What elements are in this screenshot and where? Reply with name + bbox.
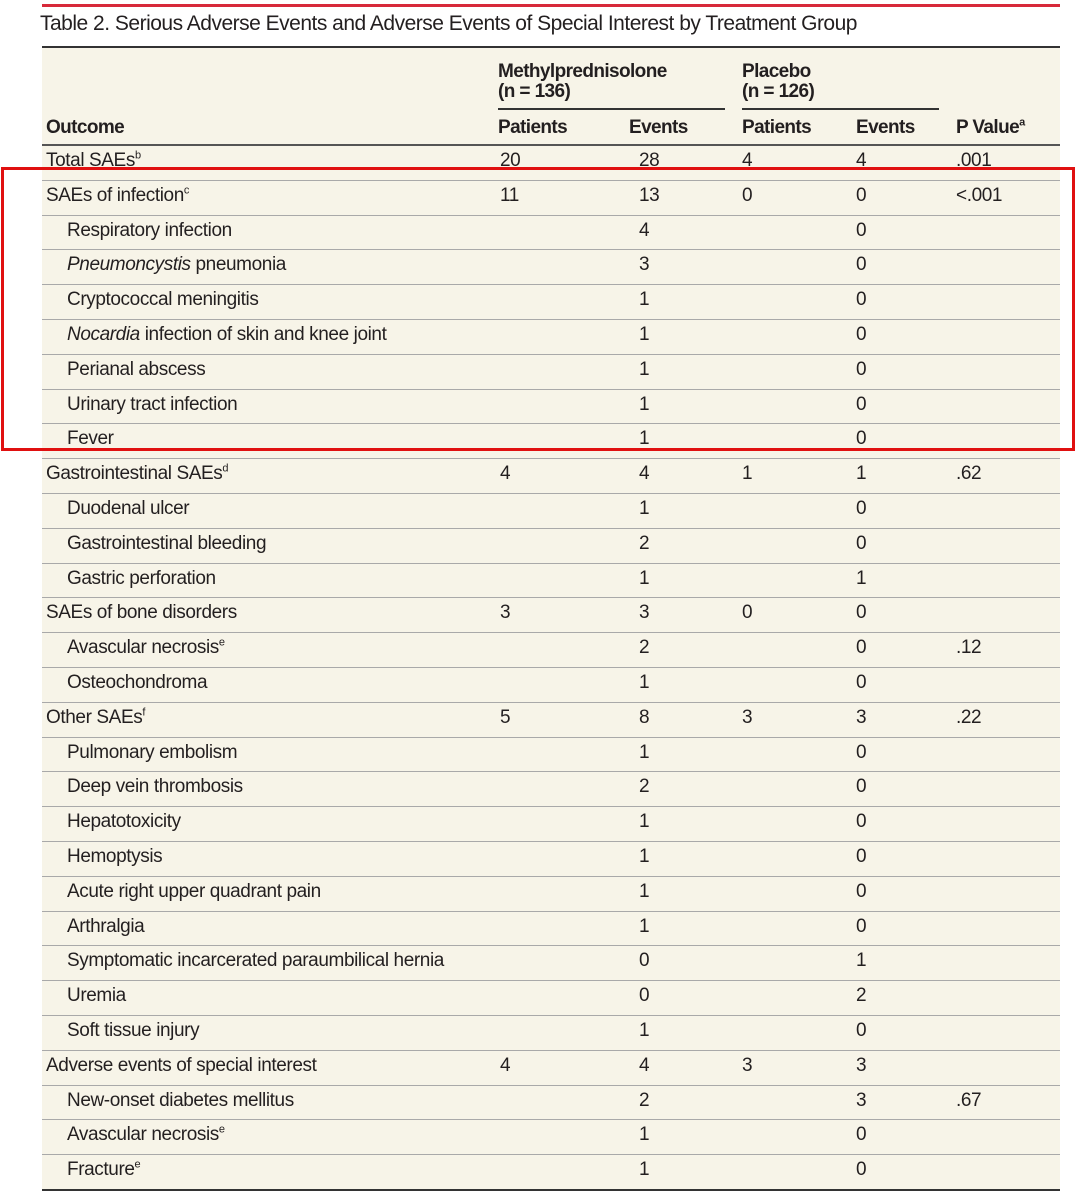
cell-e1: 2: [639, 532, 650, 554]
row-label: Duodenal ulcer: [67, 498, 190, 519]
row-label: Perianal abscess: [67, 358, 206, 380]
row-divider: [42, 597, 1060, 598]
row-divider: [42, 771, 1060, 772]
row-label: Hepatotoxicity: [67, 811, 181, 833]
top-accent-rule: [42, 4, 1060, 7]
row-label: Fever: [67, 428, 114, 450]
table-caption: Table 2. Serious Adverse Events and Adverse Events of Special Interest by Treatment Group: [40, 12, 857, 35]
group-rule-methylprednisolone: [498, 108, 725, 110]
cell-p2: 0: [742, 602, 753, 624]
cell-pv: .67: [956, 1089, 982, 1111]
column-header-events-placebo: Events: [856, 117, 915, 138]
cell-e1: 4: [639, 463, 650, 485]
cell-pv: <.001: [956, 184, 1003, 206]
row-label: Pulmonary embolism: [67, 741, 238, 763]
row-divider: [42, 1154, 1060, 1155]
cell-p2: 0: [742, 184, 753, 206]
cell-e2: 3: [856, 706, 867, 728]
row-divider: [42, 493, 1060, 494]
cell-e2: 0: [856, 602, 867, 624]
header-bottom-rule: [42, 144, 1060, 146]
row-divider: [42, 702, 1060, 703]
row-label: Hemoptysis: [67, 846, 163, 867]
cell-e2: 4: [856, 150, 867, 171]
cell-e2: 0: [856, 915, 867, 937]
cell-e2: 0: [856, 741, 867, 763]
cell-e1: 1: [639, 672, 650, 693]
row-label: Total SAEs$^b$: [46, 149, 141, 171]
cell-e2: 0: [856, 1159, 867, 1181]
row-label: Arthralgia: [67, 915, 145, 937]
cell-p1: 4: [500, 1054, 511, 1076]
group-n-methylprednisolone: (n = 136): [498, 81, 571, 102]
cell-e2: 1: [856, 950, 867, 972]
cell-p1: 5: [500, 706, 511, 728]
row-label: Pneumoncystis pneumonia: [67, 254, 286, 276]
column-header-outcome: Outcome: [46, 117, 125, 138]
cell-e2: 0: [856, 1124, 867, 1146]
row-divider: [42, 737, 1060, 738]
row-label: Soft tissue injury: [67, 1020, 200, 1041]
row-label: Nocardia infection of skin and knee joint: [67, 324, 387, 345]
row-divider: [42, 632, 1060, 633]
column-header-p-value: P Value$^a$: [956, 116, 1025, 138]
cell-e2: 3: [856, 1089, 867, 1111]
cell-e1: 1: [639, 1159, 650, 1181]
cell-e1: 1: [639, 358, 650, 380]
row-label: SAEs of infection$^c$: [46, 184, 189, 206]
cell-e1: 1: [639, 393, 650, 415]
cell-e2: 0: [856, 637, 867, 659]
row-label: Deep vein thrombosis: [67, 776, 243, 798]
cell-e1: 1: [639, 915, 650, 937]
row-label: Other SAEs$^f$: [46, 706, 145, 728]
row-divider: [42, 911, 1060, 912]
cell-e1: 2: [639, 1089, 650, 1111]
cell-p2: 3: [742, 1054, 753, 1076]
cell-e2: 1: [856, 567, 867, 589]
cell-e2: 0: [856, 811, 867, 833]
row-label: Symptomatic incarcerated paraumbilical hernia: [67, 950, 444, 972]
row-divider: [42, 876, 1060, 877]
cell-e1: 8: [639, 706, 650, 728]
cell-p1: 3: [500, 602, 511, 624]
row-divider: [42, 1085, 1060, 1086]
cell-e1: 1: [639, 1020, 650, 1041]
row-label: Respiratory infection: [67, 219, 232, 241]
cell-p2: 1: [742, 463, 753, 485]
row-divider: [42, 806, 1060, 807]
cell-pv: .12: [956, 637, 982, 659]
cell-e2: 2: [856, 985, 867, 1007]
row-label: New-onset diabetes mellitus: [67, 1089, 294, 1111]
row-label: SAEs of bone disorders: [46, 602, 237, 624]
row-divider: [42, 945, 1060, 946]
group-rule-placebo: [742, 108, 939, 110]
cell-e1: 3: [639, 254, 650, 276]
row-label: Osteochondroma: [67, 672, 208, 693]
cell-p1: 20: [500, 150, 521, 171]
row-divider: [42, 1050, 1060, 1051]
row-label: Uremia: [67, 985, 126, 1007]
cell-e1: 1: [639, 289, 650, 311]
cell-e1: 3: [639, 602, 650, 624]
cell-e1: 2: [639, 637, 650, 659]
cell-e2: 0: [856, 1020, 867, 1041]
cell-e1: 28: [639, 150, 660, 171]
cell-e1: 1: [639, 880, 650, 902]
cell-e1: 4: [639, 1054, 650, 1076]
row-label: Adverse events of special interest: [46, 1054, 317, 1076]
cell-e1: 13: [639, 184, 660, 206]
cell-e1: 1: [639, 428, 650, 450]
cell-p1: 11: [500, 184, 519, 206]
cell-e2: 0: [856, 880, 867, 902]
cell-e1: 1: [639, 567, 650, 589]
highlight-box-infection-saes: [1, 167, 1075, 451]
row-divider: [42, 1015, 1060, 1016]
group-header-placebo: Placebo: [742, 61, 811, 82]
cell-e2: 0: [856, 532, 867, 554]
cell-e2: 1: [856, 463, 867, 485]
row-label: Avascular necrosis$^e$: [67, 1124, 225, 1146]
row-divider: [42, 563, 1060, 564]
row-label: Gastrointestinal SAEs$^d$: [46, 462, 229, 485]
column-header-events-mp: Events: [629, 117, 688, 138]
row-label: Fracture$^e$: [67, 1158, 141, 1181]
cell-e1: 4: [639, 219, 650, 241]
cell-e1: 2: [639, 776, 650, 798]
cell-e2: 0: [856, 846, 867, 867]
cell-e1: 1: [639, 324, 650, 345]
cell-pv: .62: [956, 463, 982, 485]
row-divider: [42, 667, 1060, 668]
cell-p1: 4: [500, 463, 511, 485]
cell-e1: 1: [639, 811, 650, 833]
cell-e1: 0: [639, 950, 650, 972]
cell-e2: 0: [856, 219, 867, 241]
cell-p2: 4: [742, 150, 753, 171]
cell-pv: .22: [956, 706, 982, 728]
row-divider: [42, 980, 1060, 981]
row-label: Urinary tract infection: [67, 393, 238, 415]
row-label: Gastric perforation: [67, 567, 216, 589]
cell-e1: 1: [639, 741, 650, 763]
cell-p2: 3: [742, 706, 753, 728]
cell-e2: 0: [856, 672, 867, 693]
column-header-patients-placebo: Patients: [742, 117, 812, 138]
row-divider: [42, 1119, 1060, 1120]
cell-e2: 0: [856, 289, 867, 311]
cell-e1: 1: [639, 846, 650, 867]
cell-e1: 1: [639, 1124, 650, 1146]
cell-e2: 0: [856, 254, 867, 276]
row-label: Cryptococcal meningitis: [67, 289, 259, 311]
row-divider: [42, 458, 1060, 459]
cell-e2: 0: [856, 324, 867, 345]
cell-e1: 1: [639, 498, 650, 519]
cell-e2: 0: [856, 393, 867, 415]
cell-e2: 0: [856, 428, 867, 450]
cell-e2: 0: [856, 498, 867, 519]
row-label: Gastrointestinal bleeding: [67, 532, 267, 554]
row-divider: [42, 841, 1060, 842]
cell-e2: 0: [856, 776, 867, 798]
cell-e2: 0: [856, 358, 867, 380]
column-header-patients-mp: Patients: [498, 117, 568, 138]
row-divider: [42, 528, 1060, 529]
cell-pv: .001: [956, 150, 992, 171]
group-header-methylprednisolone: Methylprednisolone: [498, 61, 667, 82]
row-label: Avascular necrosis$^e$: [67, 636, 225, 659]
cell-e1: 0: [639, 985, 650, 1007]
cell-e2: 3: [856, 1054, 867, 1076]
cell-e2: 0: [856, 184, 867, 206]
group-n-placebo: (n = 126): [742, 81, 815, 102]
row-label: Acute right upper quadrant pain: [67, 880, 321, 902]
